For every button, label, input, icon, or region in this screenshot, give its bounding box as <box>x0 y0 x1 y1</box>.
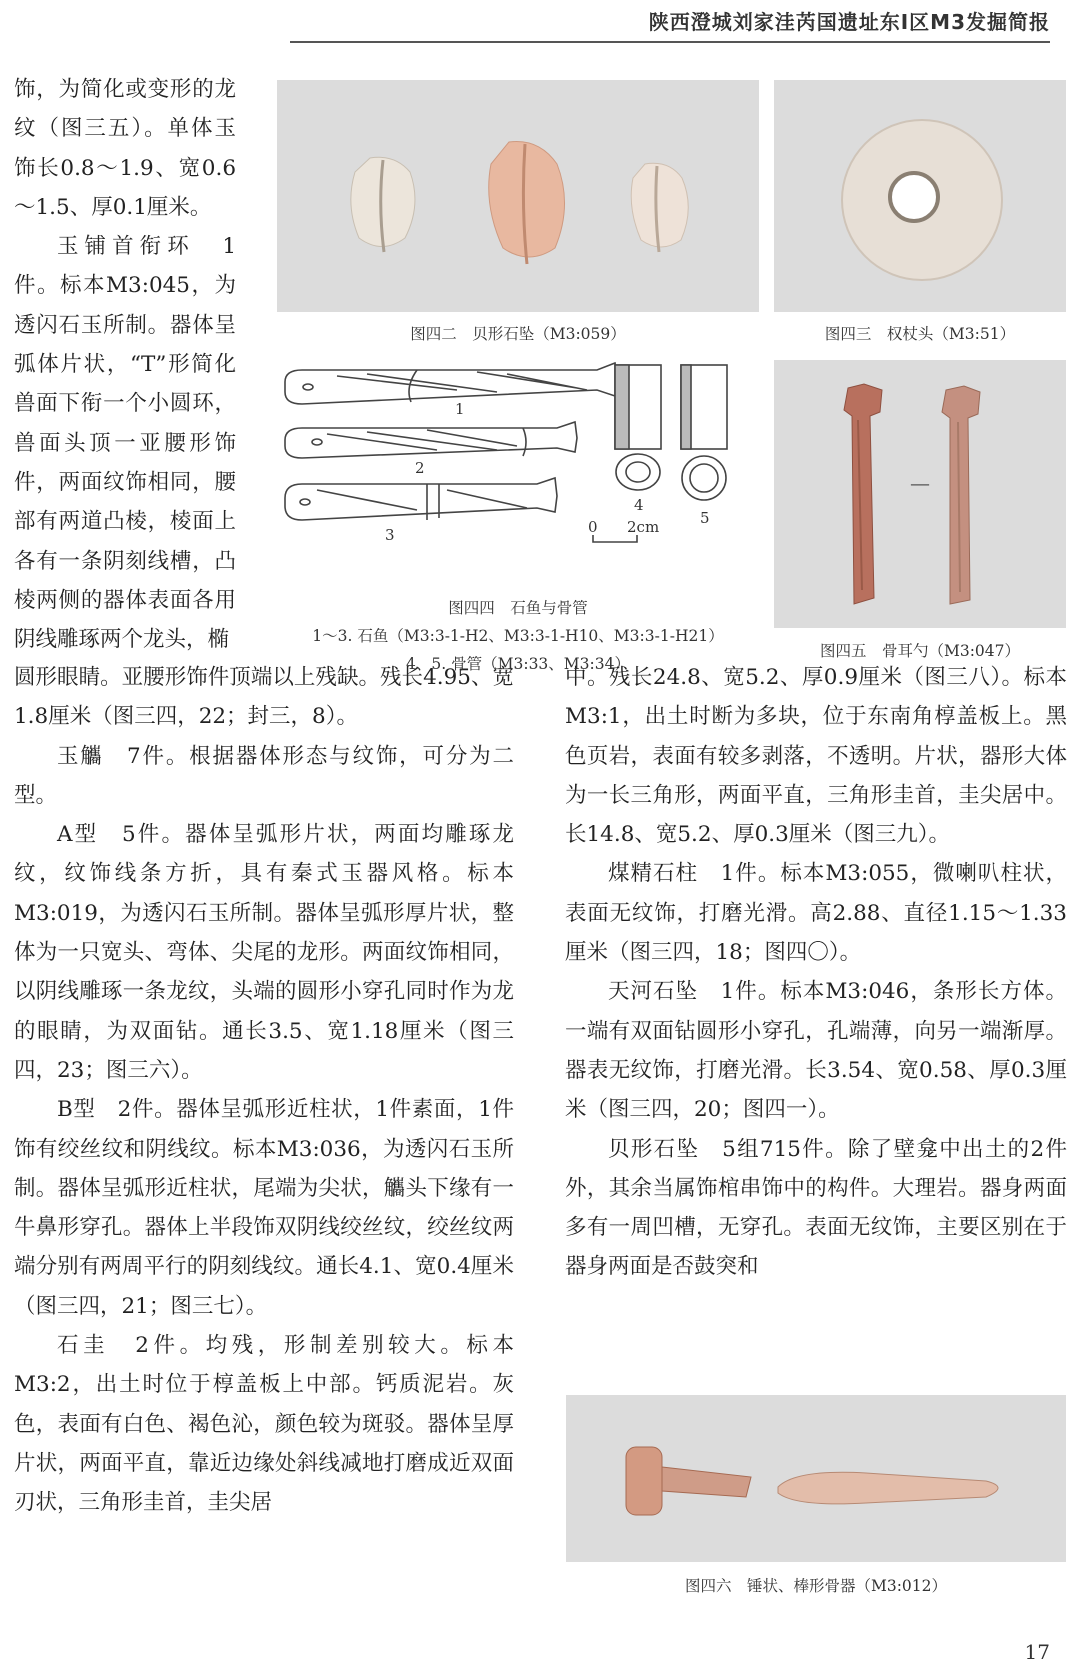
paragraph: 石圭 2件。均残，形制差别较大。标本M3:2，出土时位于椁盖板上中部。钙质泥岩。灰色，表面有白色、褐色沁，颜色较为斑驳。器体呈厚片状，两面平直，靠近边缘处斜线减地打磨成近双面刃状，三角形圭首，圭尖居 <box>14 1333 514 1516</box>
figure-44-line-1: 1～3. 石鱼（M3:3-1-H2、M3:3-1-H10、M3:3-1-H21） <box>312 627 724 645</box>
bone-ear-spoon-image <box>774 360 1066 628</box>
drawing-label-1: 1 <box>455 400 465 418</box>
scale-zero-label: 0 <box>588 518 598 536</box>
bone-tube-5 <box>681 365 727 500</box>
running-header: 陕西澄城刘家洼芮国遗址东Ⅰ区M3发掘简报 <box>290 6 1050 43</box>
figure-45-caption: 图四五 骨耳勺（M3:047） <box>819 642 1021 660</box>
shell-pendants-image <box>277 80 759 312</box>
left-column-bottom <box>14 658 514 1523</box>
drawing-label-4: 4 <box>634 496 644 514</box>
pendant-1 <box>351 157 415 252</box>
separator-dash: — <box>910 471 930 495</box>
pendant-3 <box>631 163 688 252</box>
pendant-2 <box>489 141 565 264</box>
paragraph: 贝形石坠 5组715件。除了壁龛中出土的2件外，其余当属饰棺串饰中的构件。大理岩。器身两面多有一周凹槽，无穿孔。表面无纹饰，主要区别在于器身两面是否鼓突和 <box>565 1136 1067 1280</box>
stone-fish-1 <box>285 363 618 404</box>
paragraph: 玉铺首衔环 1件。标本M3:045，为透闪石玉所制。器体呈弧体片状，“T”形简化兽面下衔一个小圆环，兽面头顶一亚腰形饰件，两面纹饰相同，腰部有两道凸棱，棱面上各有一条阴刻线槽，凸棱两侧的器体表面各用阴线雕琢两个龙头，椭 <box>14 234 236 653</box>
paragraph: 玉觿 7件。根据器体形态与纹饰，可分为二型。 <box>14 743 514 808</box>
drawing-label-5: 5 <box>700 509 710 527</box>
right-column <box>565 658 1067 1287</box>
figure-44-line-2: 4、5. 骨管（M3:33、M3:34） <box>406 655 630 673</box>
paragraph: 煤精石柱 1件。标本M3:055，微喇叭柱状，表面无纹饰，打磨光滑。高2.88、直径1.15～1.33厘米（图三四，18；图四〇）。 <box>565 861 1067 966</box>
bone-tube-4 <box>615 365 661 490</box>
ear-spoon-front <box>844 384 882 604</box>
left-column-top <box>14 70 236 659</box>
figure-42-caption: 图四二 贝形石坠（M3:059） <box>410 325 626 343</box>
stone-fish-3 <box>285 478 557 520</box>
figure-42-photo <box>277 80 759 312</box>
figure-46-caption: 图四六 锤状、棒形骨器（M3:012） <box>684 1577 948 1595</box>
paragraph: 饰，为简化或变形的龙纹（图三五）。单体玉饰长0.8～1.9、宽0.6～1.5、厚0.1厘米。 <box>14 77 236 220</box>
figure-44-drawing <box>277 360 759 590</box>
figure-43-photo <box>774 80 1066 312</box>
mace-head-image <box>774 80 1066 312</box>
paragraph: B型 2件。器体呈弧形近柱状，1件素面，1件饰有绞丝纹和阴线纹。标本M3:036，为透闪石玉所制。器体呈弧形近柱状，尾端为尖状，觿头下缘有一牛鼻形穿孔。器体上半段饰双阴线绞丝纹，绞丝纹两端分别有两周平行的阴刻线纹。通长4.1、宽0.4厘米（图三四，21；图三七）。 <box>14 1097 514 1319</box>
page-number: 17 <box>1024 1640 1050 1664</box>
figure-44-caption <box>277 594 759 678</box>
figure-46-photo <box>566 1395 1066 1562</box>
scale-bar <box>593 535 637 542</box>
mace-hole <box>890 173 938 221</box>
hammer-shaped-bone <box>626 1447 751 1515</box>
drawing-label-3: 3 <box>385 526 395 544</box>
drawing-label-2: 2 <box>415 459 425 477</box>
scale-end-label: 2cm <box>627 518 660 536</box>
figure-43-caption: 图四三 权杖头（M3:51） <box>824 325 1016 343</box>
rod-shaped-bone <box>778 1472 998 1504</box>
paragraph: 圆形眼睛。亚腰形饰件顶端以上残缺。残长4.95、宽1.8厘米（图三四，22；封三，8）。 <box>14 665 514 730</box>
bone-tools-image <box>566 1395 1066 1562</box>
stone-fish-2 <box>285 422 577 458</box>
figure-44-title: 图四四 石鱼与骨管 <box>448 599 588 617</box>
ear-spoon-back <box>942 386 980 604</box>
paragraph: A型 5件。器体呈弧形片状，两面均雕琢龙纹，纹饰线条方折，具有秦式玉器风格。标本M3:019，为透闪石玉所制。器体呈弧形厚片状，整体为一只宽头、弯体、尖尾的龙形。两面纹饰相同，以阴线雕琢一条龙纹，头端的圆形小穿孔同时作为龙的眼睛，为双面钻。通长3.5、宽1.18厘米（图三四，23；图三六）。 <box>14 822 514 1083</box>
paragraph: 天河石坠 1件。标本M3:046，条形长方体。一端有双面钻圆形小穿孔，孔端薄，向另一端渐厚。器表无纹饰，打磨光滑。长3.54、宽0.58、厚0.3厘米（图三四，20；图四一）。 <box>565 979 1067 1123</box>
stone-fish-bone-tube-drawing <box>277 360 759 590</box>
figure-45-photo <box>774 360 1066 628</box>
paragraph: 中。残长24.8、宽5.2、厚0.9厘米（图三八）。标本M3:1，出土时断为多块，位于东南角椁盖板上。黑色页岩，表面有较多剥落，不透明。片状，器形大体为一长三角形，两面平直，三角形圭首，圭尖居中。长14.8、宽5.2、厚0.3厘米（图三九）。 <box>565 665 1067 848</box>
